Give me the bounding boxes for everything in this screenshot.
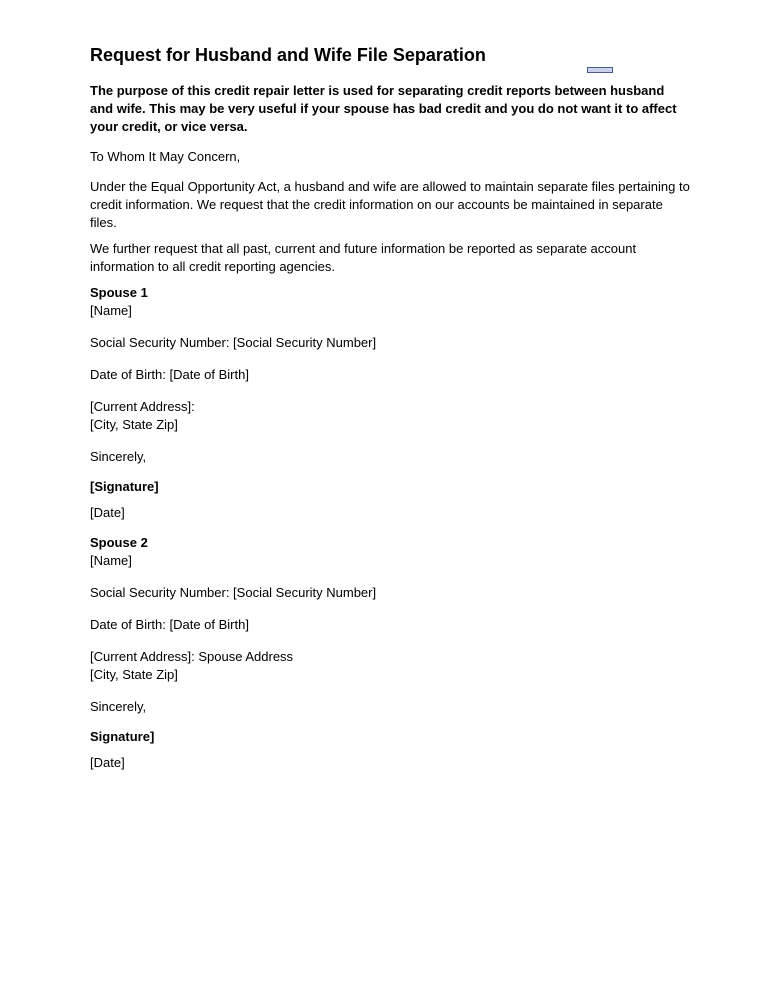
spouse-2-signature: Signature] bbox=[90, 729, 155, 744]
spouse-2-name: [Name] bbox=[90, 553, 132, 568]
body-paragraph-2: We further request that all past, current and future information be reported as separate account information to all credit reporting agencies. bbox=[90, 241, 637, 274]
salutation: To Whom It May Concern, bbox=[90, 149, 241, 164]
document-title: Request for Husband and Wife File Separation bbox=[90, 45, 486, 65]
spouse-2-section bbox=[90, 534, 690, 772]
spouse-1-name: [Name] bbox=[90, 303, 132, 318]
spouse-1-heading: Spouse 1 bbox=[90, 285, 148, 300]
spouse-2-closing: Sincerely, bbox=[90, 699, 147, 714]
spouse-1-ssn: Social Security Number: [Social Security Number] bbox=[90, 335, 377, 350]
spouse-1-date: [Date] bbox=[90, 505, 125, 520]
spouse-2-date: [Date] bbox=[90, 755, 125, 770]
spouse-1-dob: Date of Birth: [Date of Birth] bbox=[90, 367, 249, 382]
spouse-1-section bbox=[90, 284, 690, 522]
spouse-2-ssn: Social Security Number: [Social Security Number] bbox=[90, 585, 377, 600]
spouse-1-signature: [Signature] bbox=[90, 479, 159, 494]
spouse-2-heading: Spouse 2 bbox=[90, 535, 148, 550]
spouse-1-closing: Sincerely, bbox=[90, 449, 147, 464]
body-paragraph-1: Under the Equal Opportunity Act, a husband and wife are allowed to maintain separate files pertaining to credit information. We request that the credit information on our accounts be maintained in separate files. bbox=[90, 179, 690, 230]
letter-document bbox=[90, 44, 690, 772]
spouse-2-address: [Current Address]: Spouse Address bbox=[90, 649, 294, 664]
spouse-1-address: [Current Address]: bbox=[90, 399, 195, 414]
spouse-2-dob: Date of Birth: [Date of Birth] bbox=[90, 617, 249, 632]
intro-paragraph: The purpose of this credit repair letter is used for separating credit reports between husband and wife. This may be very useful if your spouse has bad credit and you do not want it to affect your credit, or vice versa. bbox=[90, 83, 677, 134]
spouse-1-city: [City, State Zip] bbox=[90, 417, 178, 432]
spouse-2-city: [City, State Zip] bbox=[90, 667, 178, 682]
